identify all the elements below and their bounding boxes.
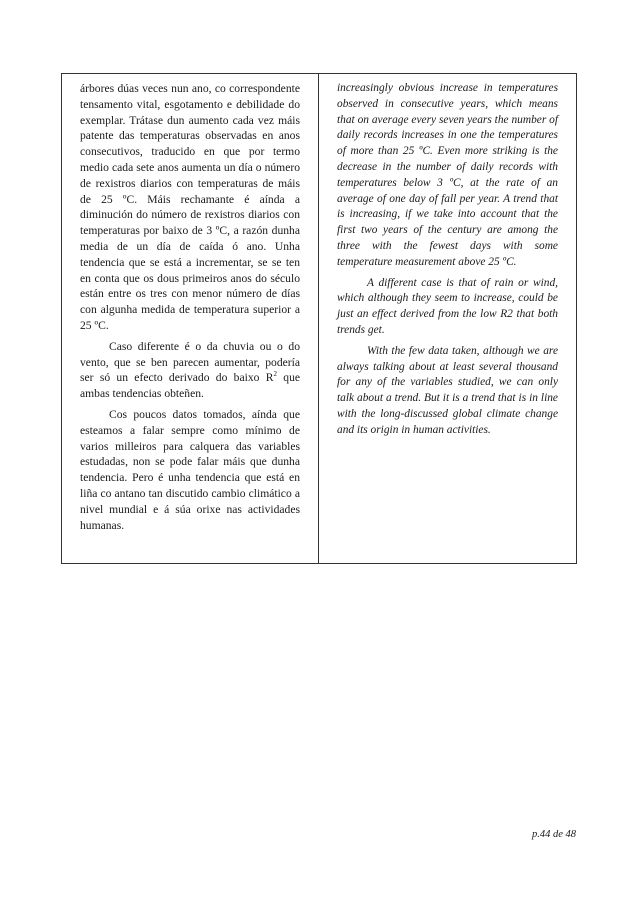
galician-paragraph-3: Cos poucos datos tomados, aínda que esteamos a falar sempre como mínimo de varios milleiros para calquera das variables estudadas, non se pode falar máis que dunha tendencia. Pero é unha tendencia que está en liña co antano tan discutido cambio climático a nivel mundial e á súa orixe nas actividades humanas.	[80, 407, 300, 532]
r-squared-superscript: 2	[273, 370, 277, 379]
galician-paragraph-1: árbores dúas veces nun ano, co correspondente tensamento vital, esgotamento e debilidade do exemplar. Trátase dun aumento cada vez máis patente das temperaturas observadas en anos consecutivos, traducido en que por termo medio cada sete anos aumenta un día o número de rexistros diarios con temperaturas de máis de 25 ºC. Máis rechamante é aínda a diminución do número de rexistros diarios con temperaturas por baixo de 3 ºC, a razón dunha media de un día de caída ó ano. Unha tendencia que se está a incrementar, se se ten en conta que os dous primeiros anos do século están entre os tres con menor número de días con algunha medida de temperatura superior a 25 ºC.	[80, 82, 300, 332]
galician-paragraph-2	[80, 339, 300, 402]
english-paragraph-3: With the few data taken, although we are always talking about at least several thousand for any of the variables studied, we can only talk about a trend. But it is a trend that is in line with the long-discussed global climate change and its origin in human activities.	[337, 344, 558, 436]
english-column	[319, 74, 576, 563]
galician-paragraph-2-tail: que ambas tendencias obteñen.	[80, 371, 301, 401]
page-number: p.44 de 48	[531, 829, 576, 840]
english-paragraph-1: increasingly obvious increase in temperatures observed in consecutive years, which means that on average every seven years the number of daily records increases in one the temperatures of more than 25 ºC. Even more striking is the decrease in the number of daily records with temperatures below 3 ºC, at the rate of an average of one day of fall per year. A trend that is increasing, if we take into account that the first two years of the century are among the three with the fewest days with some temperature measurement above 25 ºC.	[337, 82, 558, 268]
galician-column	[62, 74, 319, 563]
galician-paragraph-2-text: Caso diferente é o da chuvia ou o do vento, que se ben parecen aumentar, podería ser só un efecto derivado do baixo R	[80, 339, 300, 385]
bilingual-text-table	[61, 73, 577, 564]
english-paragraph-2: A different case is that of rain or wind, which although they seem to increase, could be just an effect derived from the low R2 that both trends get.	[337, 276, 558, 336]
